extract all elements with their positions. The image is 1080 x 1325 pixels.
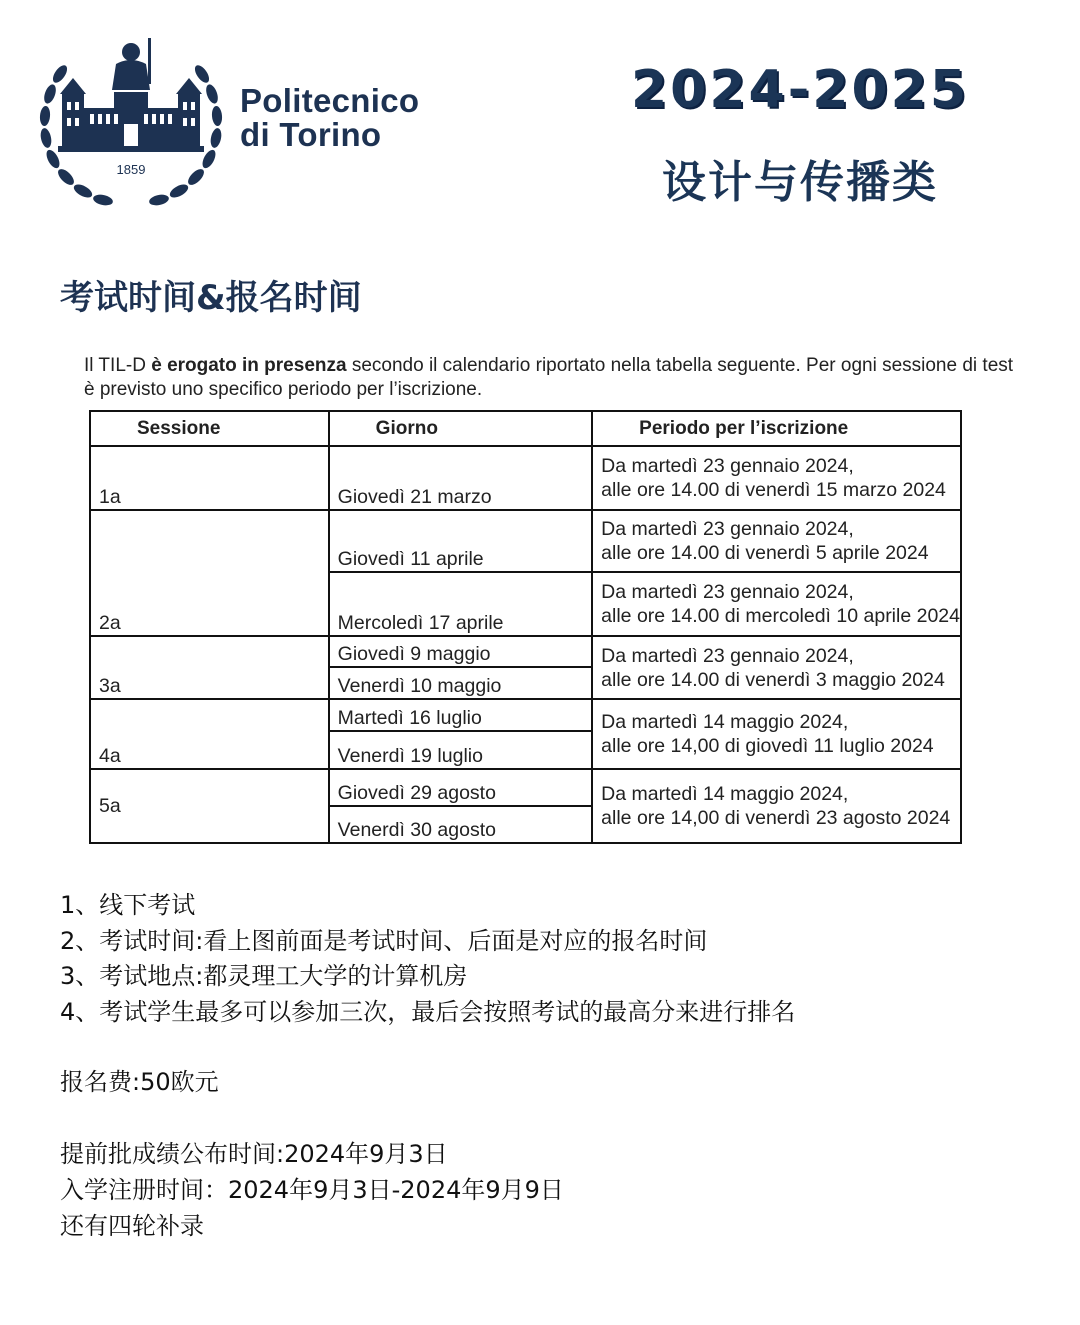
session-cell: 3a	[90, 636, 329, 699]
table-row	[90, 769, 961, 806]
program-category: 设计与传播类	[662, 157, 938, 208]
session-cell: 2a	[90, 510, 329, 636]
intro-part-2: secondo il calendario riportato nella tabella seguente. Per ogni sessione di test è previsto uno specifico periodo per l’iscrizione.	[84, 355, 1014, 400]
period-line: alle ore 14.00 di mercoledì 10 aprile 2024	[601, 605, 960, 627]
date-item: 还有四轮补录	[60, 1212, 204, 1240]
period-line: alle ore 14,00 di giovedì 11 luglio 2024	[601, 735, 934, 757]
period-line: Da martedì 23 gennaio 2024,	[601, 644, 854, 667]
period-cell	[592, 769, 961, 843]
table-header-row	[90, 411, 961, 446]
note-item: 1、线下考试	[60, 891, 196, 919]
period-line: Da martedì 14 maggio 2024,	[601, 711, 849, 733]
note-item: 2、考试时间:看上图前面是考试时间、后面是对应的报名时间	[60, 926, 708, 955]
period-line: alle ore 14,00 di venerdì 23 agosto 2024	[601, 807, 951, 829]
period-cell	[592, 572, 961, 636]
intro-part-1: Il TIL-D	[84, 355, 152, 376]
period-cell	[592, 446, 961, 510]
section-title: 考试时间&报名时间	[60, 278, 362, 318]
day-cell: Mercoledì 17 aprile	[329, 572, 593, 636]
table-row	[90, 699, 961, 731]
seal-year: 1859	[116, 162, 146, 177]
note-item: 3、考试地点:都灵理工大学的计算机房	[60, 962, 468, 990]
brand-line-2: di Torino	[240, 116, 382, 153]
day-cell: Venerdì 19 luglio	[329, 731, 593, 769]
date-item: 提前批成绩公布时间:2024年9月3日	[60, 1140, 448, 1168]
period-cell	[592, 699, 961, 769]
day-cell: Venerdì 30 agosto	[329, 806, 593, 843]
session-cell: 1a	[90, 446, 329, 510]
day-cell: Giovedì 21 marzo	[329, 446, 593, 510]
period-line: alle ore 14.00 di venerdì 15 marzo 2024	[601, 479, 946, 501]
day-cell: Martedì 16 luglio	[329, 699, 593, 731]
registration-fee: 报名费:50欧元	[60, 1068, 219, 1096]
period-line: alle ore 14.00 di venerdì 3 maggio 2024	[601, 668, 945, 691]
table-row	[90, 510, 961, 572]
header-giorno: Giorno	[329, 411, 593, 446]
day-cell: Venerdì 10 maggio	[329, 667, 593, 699]
day-cell: Giovedì 29 agosto	[329, 769, 593, 806]
period-line: Da martedì 23 gennaio 2024,	[601, 455, 854, 477]
date-item: 入学注册时间：2024年9月3日-2024年9月9日	[60, 1176, 564, 1204]
period-line: Da martedì 23 gennaio 2024,	[601, 518, 854, 540]
brand-line-1: Politecnico	[240, 82, 420, 119]
intro-bold: è erogato in presenza	[151, 355, 347, 376]
period-line: Da martedì 14 maggio 2024,	[601, 783, 849, 805]
table-row	[90, 636, 961, 667]
note-item: 4、考试学生最多可以参加三次，最后会按照考试的最高分来进行排名	[60, 997, 796, 1026]
period-cell	[592, 510, 961, 572]
day-cell: Giovedì 9 maggio	[329, 636, 593, 667]
session-cell: 5a	[90, 769, 329, 843]
session-cell: 4a	[90, 699, 329, 769]
politecnico-seal-icon	[38, 34, 224, 210]
intro-paragraph	[84, 354, 1014, 402]
period-line: Da martedì 23 gennaio 2024,	[601, 581, 854, 603]
exam-schedule-table	[89, 410, 962, 844]
notes-list	[60, 888, 795, 1030]
table-row	[90, 446, 961, 510]
header-periodo: Periodo per l’iscrizione	[592, 411, 961, 446]
day-cell: Giovedì 11 aprile	[329, 510, 593, 572]
period-line: alle ore 14.00 di venerdì 5 aprile 2024	[601, 542, 929, 564]
academic-year: 2024-2025	[630, 60, 970, 120]
header-sessione: Sessione	[90, 411, 329, 446]
university-name	[240, 84, 419, 152]
key-dates	[60, 1136, 564, 1244]
period-cell	[592, 636, 961, 699]
